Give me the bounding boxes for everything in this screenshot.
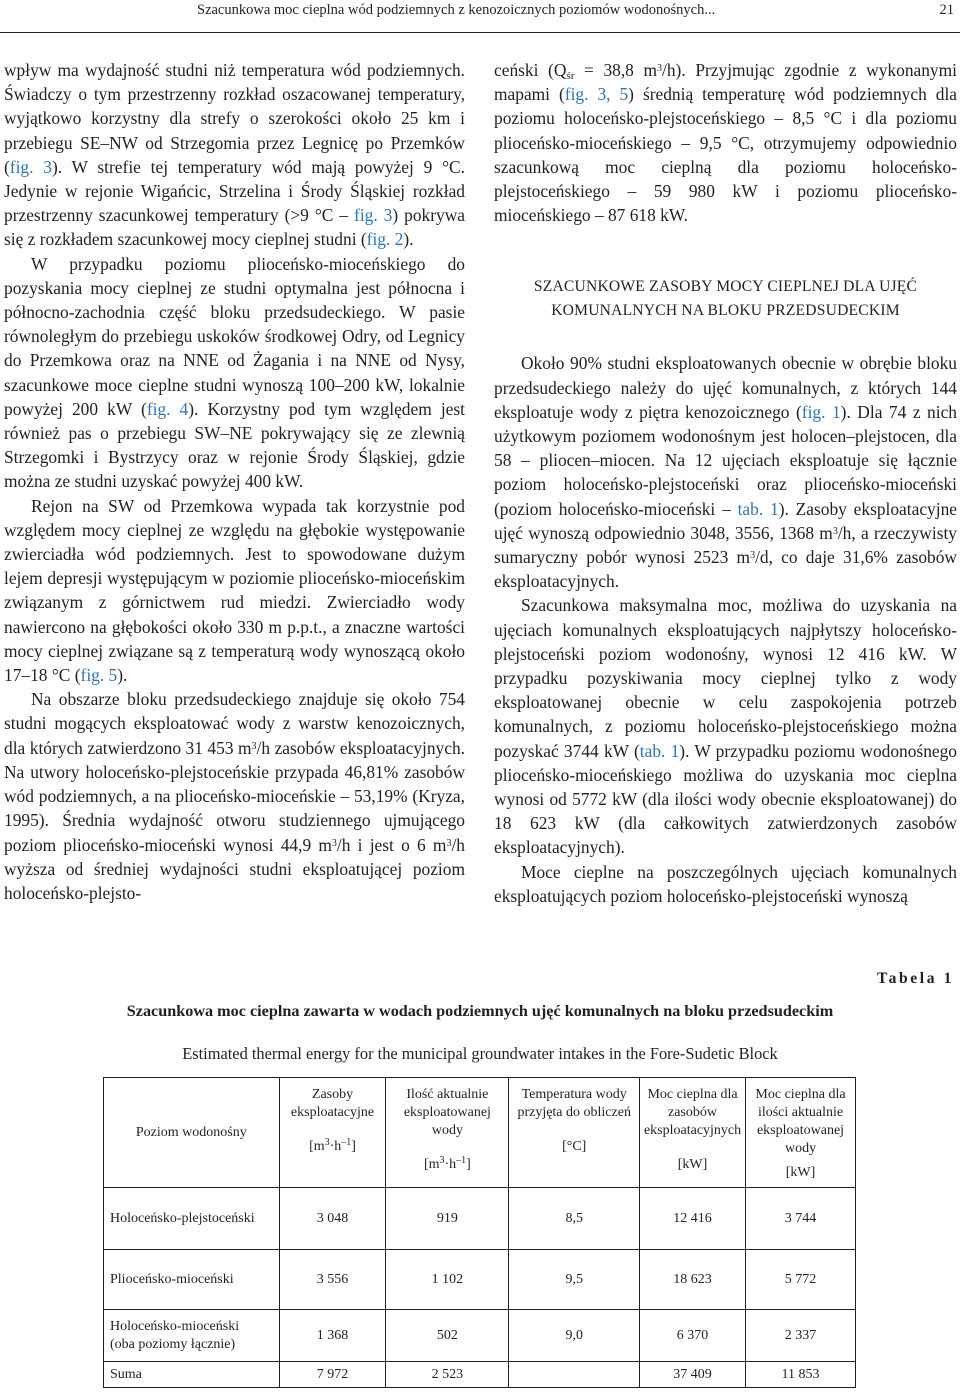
paragraph: [4, 687, 465, 905]
superscript: 3: [251, 740, 257, 752]
page-number: 21: [939, 2, 954, 18]
left-column: [4, 58, 465, 905]
table-cell: 3 048: [279, 1188, 386, 1250]
table-row: [104, 1250, 856, 1310]
table-cell: Suma: [104, 1362, 280, 1388]
text-run: Rejon na SW od Przemkowa wypada tak korzystnie pod względem mocy cieplnej ze względu na głębokie występowanie zwierciadła wód podziemnych. Jest to spowodowane dużym lejem depresji występującym w poziomie plioceńsko-mioceńskim związanym z górnictwem rud miedzi. Zwierciadło wody nawiercono na głębokości około 330 m p.p.t., a znaczne wartości mocy cieplnej związane są z temperaturą wody wynoszącą około 17–18 °C (: [4, 495, 465, 686]
superscript: 3: [331, 837, 337, 849]
running-header: [0, 0, 960, 33]
table-header: [386, 1078, 509, 1188]
text-run: W przypadku poziomu plioceńsko-mioceńskiego do pozyskania mocy cieplnej ze studni optymalna jest północna i północno-zachodnia część bloku przedsudeckiego. W pasie równoległym do przebiegu uskoków środkowej Odry, od Legnicy do Przemkowa oraz na NNE od Żagania i na NNE od Nysy, szacunkowe moce cieplne studni wynoszą 100–200 kW, lokalnie powyżej 200 kW (: [4, 253, 465, 419]
running-title: Szacunkowa moc cieplna wód podziemnych z kenozoicznych poziomów wodonośnych...: [197, 2, 716, 18]
table-row: [104, 1310, 856, 1362]
text-run: wpływ ma wydajność studni niż temperatura wód podziemnych. Świadczy o tym przestrzenny rozkład oszacowanej temperatury, wyjątkowo korzystny dla strefy o szerokości około 25 km i przebiegu SE–NW od Strzegomia przez Legnicę po Przemków (: [4, 60, 465, 177]
text-run: ceński (Q: [494, 60, 567, 80]
text-run: /h i jest o 6 m: [336, 834, 447, 855]
section-heading: SZACUNKOWE ZASOBY MOCY CIEPLNEJ DLA UJĘĆ KOMUNALNYCH NA BLOKU PRZEDSUDECKIM: [533, 278, 918, 320]
text-run: ) pokrywa się z rozkładem szacunkowej mocy cieplnej studni (: [4, 205, 465, 250]
table-cell: 18 623: [640, 1250, 746, 1310]
text-run: ).: [117, 665, 128, 686]
text-run: /h, a rzeczywisty sumaryczny pobór wynosi 2523 m: [494, 522, 957, 568]
table-cell: 7 972: [279, 1362, 386, 1388]
table-header-row: [104, 1078, 856, 1188]
text-run: ). Dla 74 z nich użytkowym poziomem wodonośnym jest holocen–plejstocen, dla 58 – pliocen–miocen. Na 12 ujęciach eksploatuje się łącznie poziom holoceńsko-plejstoceński oraz plioceńsko-mioceński (poziom holoceńsko-mioceński –: [494, 401, 957, 519]
table-label: Tabela 1: [877, 970, 954, 987]
table-cell: 9,0: [509, 1310, 640, 1362]
paragraph: [494, 593, 957, 859]
table-cell: 37 409: [640, 1362, 746, 1388]
paragraph: [4, 58, 465, 252]
table-header: [279, 1078, 386, 1188]
text-run: ).: [403, 229, 414, 250]
header-label: Zasoby eksploatacyjne: [290, 1087, 375, 1120]
unit-part: ]: [351, 1139, 356, 1154]
table-cell: [104, 1310, 280, 1362]
text-run: Na obszarze bloku przedsudeckiego znajduje się około 754 studni mogących eksploatować wody z warstw kenozoicznych, dla których zatwierdzono 31 453 m: [4, 689, 465, 758]
table-cell: 5 772: [746, 1250, 856, 1310]
unit-part: ·h: [329, 1139, 342, 1154]
superscript: 3: [324, 1137, 330, 1148]
text-run: ). Korzystny pod tym względem jest również pas o przebiegu SW–NE pokrywający się ze zlewnią Strzegomki i Bystrzycy oraz w rejonie Środy Śląskiej, gdzie można ze studni uzyskać powyżej 400 kW.: [4, 398, 465, 492]
text-run: Moce cieplne na poszczególnych ujęciach komunalnych eksploatujących poziom holoceńsko-plejstoceński wynoszą: [494, 861, 957, 906]
superscript: 3: [832, 525, 838, 537]
text-run: ). W przypadku poziomu wodonośnego plioceńsko-mioceńskiego możliwa do uzyskania moc cieplna wynosi od 5772 kW (dla ilości wody obecnie eksploatowanej) do 18 623 kW (dla całkowitych zatwierdzonych zasobów eksploatacyjnych).: [494, 740, 958, 858]
table-cell: 2 337: [746, 1310, 856, 1362]
table-header: Poziom wodonośny: [104, 1078, 280, 1188]
level-name: Holoceńsko-mioceński: [110, 1318, 240, 1334]
table-header: [746, 1078, 856, 1188]
header-label: Ilość aktualnie eksploatowanej wody: [403, 1087, 491, 1138]
table-cell: 9,5: [509, 1250, 640, 1310]
header-unit: [388, 1156, 506, 1174]
header-unit: [kW]: [785, 1165, 816, 1180]
table-cell: Plioceńsko-mioceński: [104, 1250, 280, 1310]
superscript: 3: [657, 63, 663, 74]
text-run: /d, co daje 31,6% zasobów eksploatacyjnych.: [494, 547, 957, 592]
figure-link[interactable]: fig. 3: [354, 205, 393, 226]
superscript: –1: [341, 1137, 352, 1148]
text-run: ). W strefie tej temperatury wód mają powyżej 9 °C. Jedynie w rejonie Wigańcic, Strzelina i Środy Śląskiej rozkład przestrzenny szacunkowej temperatury (>9 °C –: [4, 156, 465, 226]
table-cell: [509, 1362, 640, 1388]
table-cell: 919: [386, 1188, 509, 1250]
table-row-sum: [104, 1362, 856, 1388]
table-title: Szacunkowa moc cieplna zawarta w wodach podziemnych ujęć komunalnych na bloku przedsudeckim: [126, 1002, 834, 1020]
unit-part: ·h: [444, 1157, 457, 1172]
table-cell: 6 370: [640, 1310, 746, 1362]
figure-link[interactable]: fig. 5: [80, 665, 118, 686]
unit-part: [m: [309, 1139, 325, 1154]
header-label: Moc cieplna dla ilości aktualnie eksploatowanej wody: [755, 1087, 846, 1156]
subscript: śr: [566, 70, 575, 82]
header-unit: [282, 1138, 384, 1156]
header-unit: [kW]: [677, 1157, 708, 1172]
paragraph: [4, 494, 465, 688]
table-link[interactable]: tab. 1: [639, 740, 680, 761]
text-run: /h wyższa od średniej wydajności studni eksploatującej poziom holoceńsko-plejsto-: [4, 834, 465, 903]
figure-link[interactable]: fig. 3: [9, 156, 52, 177]
table-row: [104, 1188, 856, 1250]
table-title-english: Estimated thermal energy for the municipal groundwater intakes in the Fore-Sudetic Block: [182, 1044, 778, 1063]
table-cell: 3 556: [279, 1250, 386, 1310]
superscript: –1: [456, 1155, 467, 1166]
paragraph: [494, 860, 957, 908]
text-run: /h zasobów eksploatacyjnych. Na utwory holoceńsko-plejstoceńskie przypada 46,81% zasobów wód podziemnych, a na plioceńsko-mioceńskie – 53,19% (Kryza, 1995). Średnia wydajność otworu studziennego ujmującego poziom plioceńsko-mioceński wynosi 44,9 m: [4, 737, 465, 855]
right-column: [494, 58, 957, 908]
figure-link[interactable]: fig. 2: [366, 229, 404, 250]
table-header: [640, 1078, 746, 1188]
table-cell: 3 744: [746, 1188, 856, 1250]
header-label: Temperatura wody przyjęta do obliczeń: [517, 1087, 631, 1120]
table-cell: 1 368: [279, 1310, 386, 1362]
text-run: ) średnią temperaturę wód podziemnych dla poziomu holoceńsko-plejstoceńskiego – 8,5 °C i dla poziomu plioceńsko-mioceńskiego – 9,5 °C, otrzymujemy odpowiednio szacunkową moc cieplną dla poziomu holoceńsko-plejstoceńskiego – 59 980 kW i poziomu plioceńsko-mioceńskiego – 87 618 kW.: [494, 84, 957, 226]
table-link[interactable]: tab. 1: [737, 498, 779, 519]
header-unit: [°C]: [562, 1139, 587, 1154]
text-run: = 38,8 m: [574, 60, 658, 80]
level-note: (oba poziomy łącznie): [110, 1336, 236, 1352]
text-run: /h). Przyjmując zgodnie z wykonanymi mapami (: [494, 60, 957, 105]
paragraph: [4, 252, 465, 494]
figure-link[interactable]: fig. 3, 5: [564, 84, 629, 105]
unit-part: [m: [423, 1157, 440, 1172]
text-run: Szacunkowa maksymalna moc, możliwa do uzyskania na ujęciach komunalnych eksploatujących najpłytszy holoceńsko-plejstoceński poziom wodonośny, wynosi 12 416 kW. W przypadku pozyskiwania mocy cieplnej tylko z wody eksploatowanej obecnie w celu zaspokojenia potrzeb komunalnych, z poziomu holoceńsko-plejstoceńskiego można pozyskać 3744 kW (: [494, 595, 957, 761]
figure-link[interactable]: fig. 4: [146, 398, 189, 419]
figure-link[interactable]: fig. 1: [801, 401, 841, 422]
table-cell: 8,5: [509, 1188, 640, 1250]
unit-part: ]: [466, 1157, 471, 1172]
superscript: 3: [750, 550, 756, 562]
superscript: 3: [439, 1155, 445, 1166]
data-table: [103, 1077, 856, 1388]
table-header: [509, 1078, 640, 1188]
text-run: ). Zasoby eksploatacyjne ujęć wynoszą odpowiednio 3048, 3556, 1368 m: [494, 498, 957, 543]
text-run: Około 90% studni eksploatowanych obecnie w obrębie bloku przedsudeckiego należy do ujęć komunalnych, z których 144 eksploatuje wody z piętra kenozoicznego (: [494, 353, 957, 422]
table-cell: 11 853: [746, 1362, 856, 1388]
table-cell: Holoceńsko-plejstoceński: [104, 1188, 280, 1250]
header-label: Moc cieplna dla zasobów eksploatacyjnych: [643, 1087, 742, 1138]
table-cell: 12 416: [640, 1188, 746, 1250]
table-cell: 2 523: [386, 1362, 509, 1388]
table-cell: 502: [386, 1310, 509, 1362]
superscript: 3: [446, 837, 452, 849]
paragraph: [494, 58, 957, 227]
table-cell: 1 102: [386, 1250, 509, 1310]
paragraph: [494, 351, 957, 593]
